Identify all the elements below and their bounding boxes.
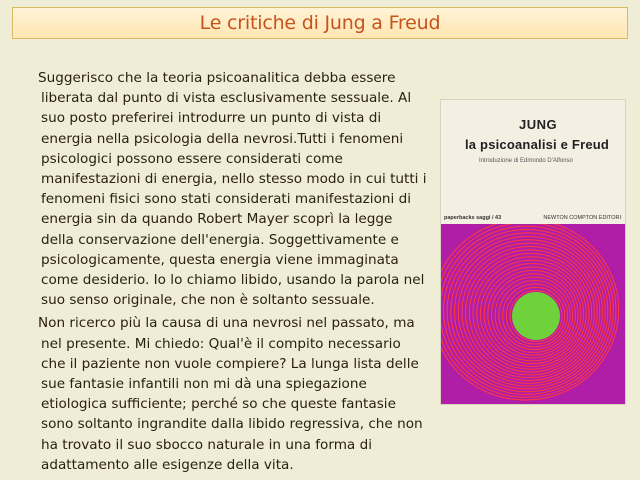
paragraph-2: Non ricerco più la causa di una nevrosi nel passato, ma nel presente. Mi chiedo: Qual'è il compito necessario che il paziente non vuole compiere? La lunga lista delle sue fantasie infantili non mi dà una spiegazione etiologica sufficiente; perché so che queste fantasie sono soltanto ingrandite dalla libido regressiva, che non ha trovato il suo sbocco naturale in una forma di adattamento alle esigenze della vita. xyxy=(38,315,423,473)
cover-green-circle xyxy=(512,292,560,340)
book-intro: Introduzione di Edmondo D'Alfonso xyxy=(479,158,573,164)
book-publisher: NEWTON COMPTON EDITORI xyxy=(543,215,621,221)
body-text xyxy=(33,68,429,478)
slide-title: Le critiche di Jung a Freud xyxy=(199,12,441,34)
paragraph-1: Suggerisco che la teoria psicoanalitica debba essere liberata dal punto di vista esclusivamente sessuale. Al suo posto preferirei introdurre un punto di vista di energia nella psicologia della nevrosi.Tutti i fenomeni psicologici possono essere considerati come manifestazioni di energia, nello stesso modo in cui tutti i fenomeni fisici sono stati considerati manifestazioni di energia sin da quando Robert Mayer scoprì la legge della conservazione dell'energia. Soggettivamente e psicologicamente, questa energia viene immaginata come desiderio. Io lo chiamo libido, usando la parola nel suo senso originale, che non è soltanto sessuale. xyxy=(38,70,427,309)
title-box xyxy=(12,7,628,39)
book-series: paperbacks saggi / 43 xyxy=(444,215,502,221)
book-cover-image xyxy=(441,100,625,404)
book-title: la psicoanalisi e Freud xyxy=(465,137,610,152)
book-cover-art xyxy=(441,224,625,404)
book-author: JUNG xyxy=(519,117,558,132)
